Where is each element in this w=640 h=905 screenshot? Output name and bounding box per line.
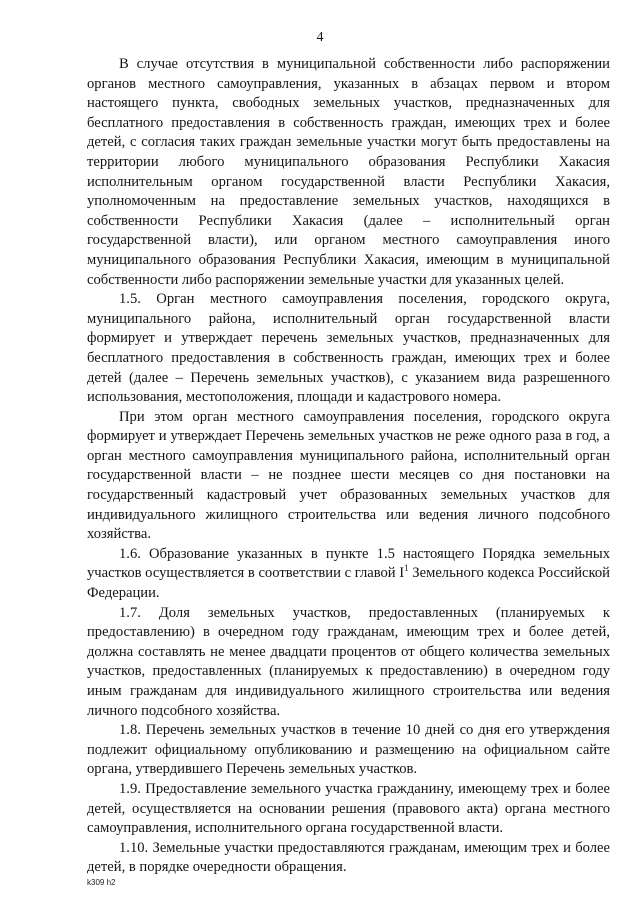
paragraph-1-10: 1.10. Земельные участки предоставляются гражданам, имеющим трех и более детей, в порядке очередности обращения.: [87, 839, 610, 876]
paragraph-1-6-text-after: Земельного кодекса Российской Федерации.: [87, 565, 610, 602]
paragraph-1-5: 1.5. Орган местного самоуправления поселения, городского округа, муниципального района, исполнительный орган государственной власти формирует и утверждает перечень земельных участков, предназначенных для бесплатного предоставления в собственность граждан, имеющих трех и более детей (далее – Перечень земельных участков), с указанием вида разрешенного использования, местоположения, площади и кадастрового номера.: [87, 291, 610, 406]
paragraph-1-6-text-before: 1.6. Образование указанных в пункте 1.5 настоящего Порядка земельных участков осуществляется в соответствии с главой I: [87, 545, 610, 582]
paragraph-1-6: [87, 545, 610, 604]
page-number: 4: [316, 30, 324, 45]
paragraph-1-8: 1.8. Перечень земельных участков в течение 10 дней со дня его утверждения подлежит официальному опубликованию и размещению на официальном сайте органа, утвердившего Перечень земельных участков.: [87, 722, 610, 778]
paragraph-1-9: 1.9. Предоставление земельного участка гражданину, имеющему трех и более детей, осуществляется на основании решения (правового акта) органа местного самоуправления, исполнительного органа государственной власти.: [87, 780, 610, 837]
paragraph-intro: В случае отсутствия в муниципальной собственности либо распоряжении органов местного самоуправления, указанных в абзацах первом и втором настоящего пункта, свободных земельных участков, предназначенных для бесплатного предоставления в собственность граждан, имеющих трех и более детей, с согласия таких граждан земельные участки могут быть предоставлены на территории любого муниципального образования Республики Хакасия исполнительным органом государственной власти Республики Хакасия, уполномоченным на предоставление земельных участков, находящихся в собственности Республики Хакасия (далее – исполнительный орган государственной власти), или органом местного самоуправления иного муниципального образования Республики Хакасия, имеющим в муниципальной собственности либо распоряжении земельные участки для указанных целей.: [87, 56, 610, 288]
paragraph-1-5-continued: При этом орган местного самоуправления поселения, городского округа формирует и утверждает Перечень земельных участков не реже одного раза в год, а орган местного самоуправления муниципального района, исполнительный орган государственной власти – не позднее шести месяцев со дня постановки на государственный кадастровый учет образованных земельных участков для индивидуального жилищного строительства или ведения личного подсобного хозяйства.: [87, 408, 610, 543]
document-body: [87, 55, 610, 878]
footer-document-code: k309 h2: [87, 878, 116, 887]
paragraph-1-6-superscript: 1: [404, 563, 409, 574]
paragraph-1-7: 1.7. Доля земельных участков, предоставленных (планируемых к предоставлению) в очередном году гражданам, имеющим трех и более детей, должна составлять не менее двадцати процентов от общего количества земельных участков, предоставленных (планируемых к предоставлению) в очередном году иным гражданам для индивидуального жилищного строительства или ведения личного подсобного хозяйства.: [87, 604, 610, 719]
